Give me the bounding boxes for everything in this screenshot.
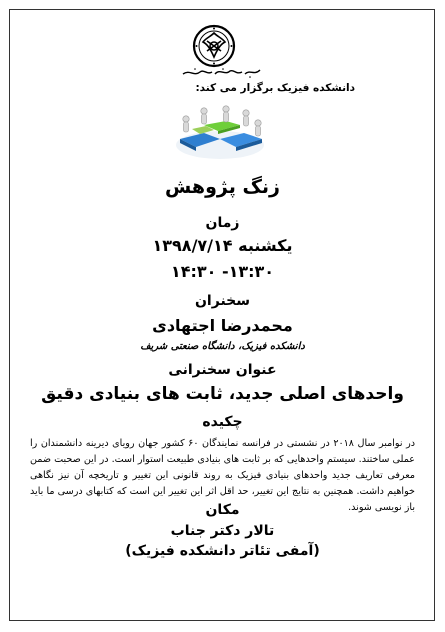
abstract-heading: چکیده [202,414,243,430]
puzzle-team-illustration [174,103,266,161]
abstract-text: در نوامبر سال ۲۰۱۸ در نشستی در فرانسه نمایندگان ۶۰ کشور جهان رویای دیرینه دانشمندان را عملی ساختند. سیستم واحدهایی که بر ثابت های بنیادی طبیعت استوار است. در این صحبت ضمن معرفی تعاریف جدید واحدهای بنیادی فیزیک به روند قانونی این تغییر و تاریخچه آن نیز نگاهی خواهیم داشت. همچنین به نتایج این تغییر، حد اقل اثر این تغییر این است که کتابهای درسی ما باید باز نویسی شوند. [30,438,415,513]
location-heading: مکان [205,502,240,518]
event-title: زنگ پژوهش [165,176,280,198]
event-hours: ۱۳:۳۰- ۱۴:۳۰ [170,262,275,281]
organizer-line: دانشکده فیزیک برگزار می کند: [195,82,355,94]
talk-heading: عنوان سخنرانی [168,362,277,378]
speaker-name: محمدرضا اجتهادی [152,316,293,335]
talk-title: واحدهای اصلی جدید، ثابت های بنیادی دقیق [41,384,404,404]
time-heading: زمان [205,215,240,231]
location-name: تالار دکتر جناب [170,523,275,539]
location-detail: (آمفی تئاتر دانشکده فیزیک) [125,543,320,559]
speaker-heading: سخنران [194,293,251,309]
event-date: یکشنبه ۱۳۹۸/۷/۱۴ [152,236,293,255]
speaker-affiliation: دانشکده فیزیک، دانشگاه صنعتی شریف [140,341,305,352]
university-name-calligraphy [180,66,264,78]
university-seal-icon [192,24,236,68]
